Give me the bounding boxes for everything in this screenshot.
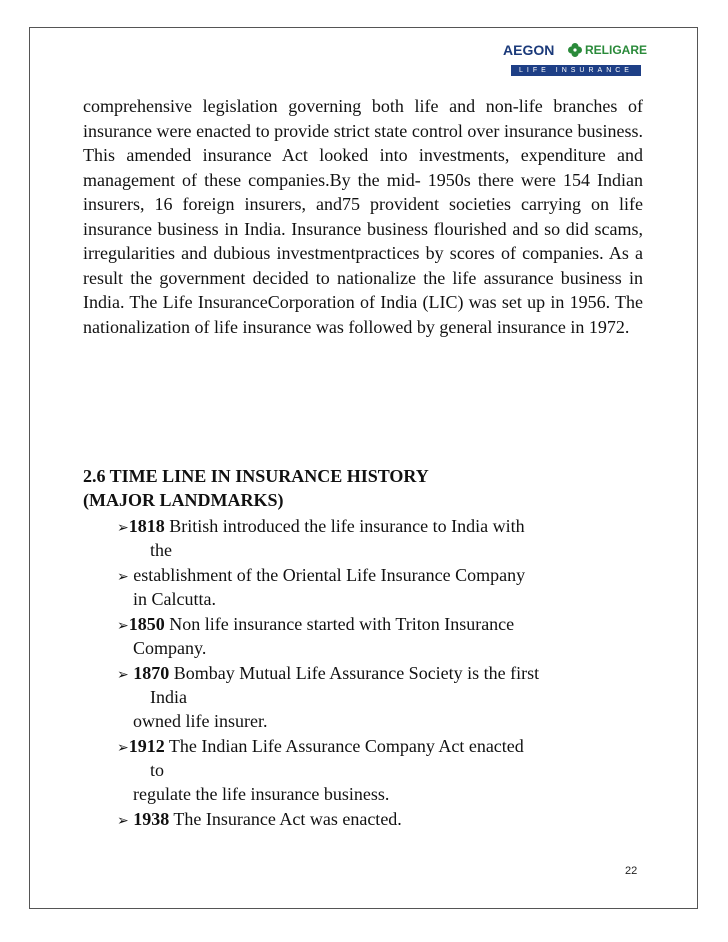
list-item bbox=[117, 612, 514, 638]
logo-tagline: LIFE INSURANCE bbox=[511, 65, 641, 76]
timeline-text-wrap: the bbox=[150, 540, 172, 560]
timeline-text-wrap: Company. bbox=[133, 638, 207, 658]
timeline-text: British introduced the life insurance to India with bbox=[164, 516, 525, 536]
timeline-text: Non life insurance started with Triton Insurance bbox=[164, 614, 515, 634]
timeline-year: 1870 bbox=[133, 663, 170, 683]
timeline-text-wrap: in Calcutta. bbox=[133, 589, 216, 609]
timeline-year: 1938 bbox=[133, 809, 170, 829]
list-item bbox=[117, 734, 524, 760]
list-item bbox=[117, 563, 525, 589]
body-paragraph: comprehensive legislation governing both life and non-life branches of insurance were enacted to provide strict state control over insurance business. This amended insurance Act looked into investments, expenditure and management of these companies.By the mid- 1950s there were 154 Indian insurers, 16 foreign insurers, and75 provident societies carrying on life insurance business in India. Insurance business flourished and so did scams, irregularities and dubious investmentpractices by scores of companies. As a result the government decided to nationalize the life assurance business in India. The Life InsuranceCorporation of India (LIC) was set up in 1956. The nationalization of life insurance was followed by general insurance in 1972. bbox=[83, 96, 643, 337]
timeline-text: The Insurance Act was enacted. bbox=[169, 809, 402, 829]
timeline-text-wrap-2: regulate the life insurance business. bbox=[133, 784, 390, 804]
timeline-text-wrap: India bbox=[150, 687, 187, 707]
logo-brand-right: RELIGARE bbox=[585, 43, 648, 57]
list-item bbox=[117, 514, 525, 540]
arrow-bullet-icon: ➢ bbox=[117, 667, 129, 683]
arrow-bullet-icon: ➢ bbox=[117, 740, 129, 756]
timeline-text-wrap-2: owned life insurer. bbox=[133, 711, 268, 731]
timeline-year: 1818 bbox=[128, 516, 165, 536]
heading-line-2: (MAJOR LANDMARKS) bbox=[83, 490, 284, 510]
arrow-bullet-icon: ➢ bbox=[117, 813, 129, 829]
list-item bbox=[117, 807, 402, 833]
page-number: 22 bbox=[625, 865, 638, 877]
list-item bbox=[117, 661, 539, 687]
timeline-year: 1912 bbox=[128, 736, 165, 756]
arrow-bullet-icon: ➢ bbox=[117, 618, 129, 634]
timeline-year: 1850 bbox=[128, 614, 165, 634]
logo-brand-left: AEGON bbox=[503, 42, 555, 58]
timeline-text: establishment of the Oriental Life Insurance Company bbox=[133, 565, 526, 585]
arrow-bullet-icon: ➢ bbox=[117, 520, 129, 536]
heading-line-1: 2.6 TIME LINE IN INSURANCE HISTORY bbox=[83, 466, 429, 486]
timeline-text-wrap: to bbox=[150, 760, 165, 780]
timeline-text: Bombay Mutual Life Assurance Society is the first bbox=[169, 663, 540, 683]
timeline-text: The Indian Life Assurance Company Act enacted bbox=[164, 736, 524, 756]
arrow-bullet-icon: ➢ bbox=[117, 569, 129, 585]
